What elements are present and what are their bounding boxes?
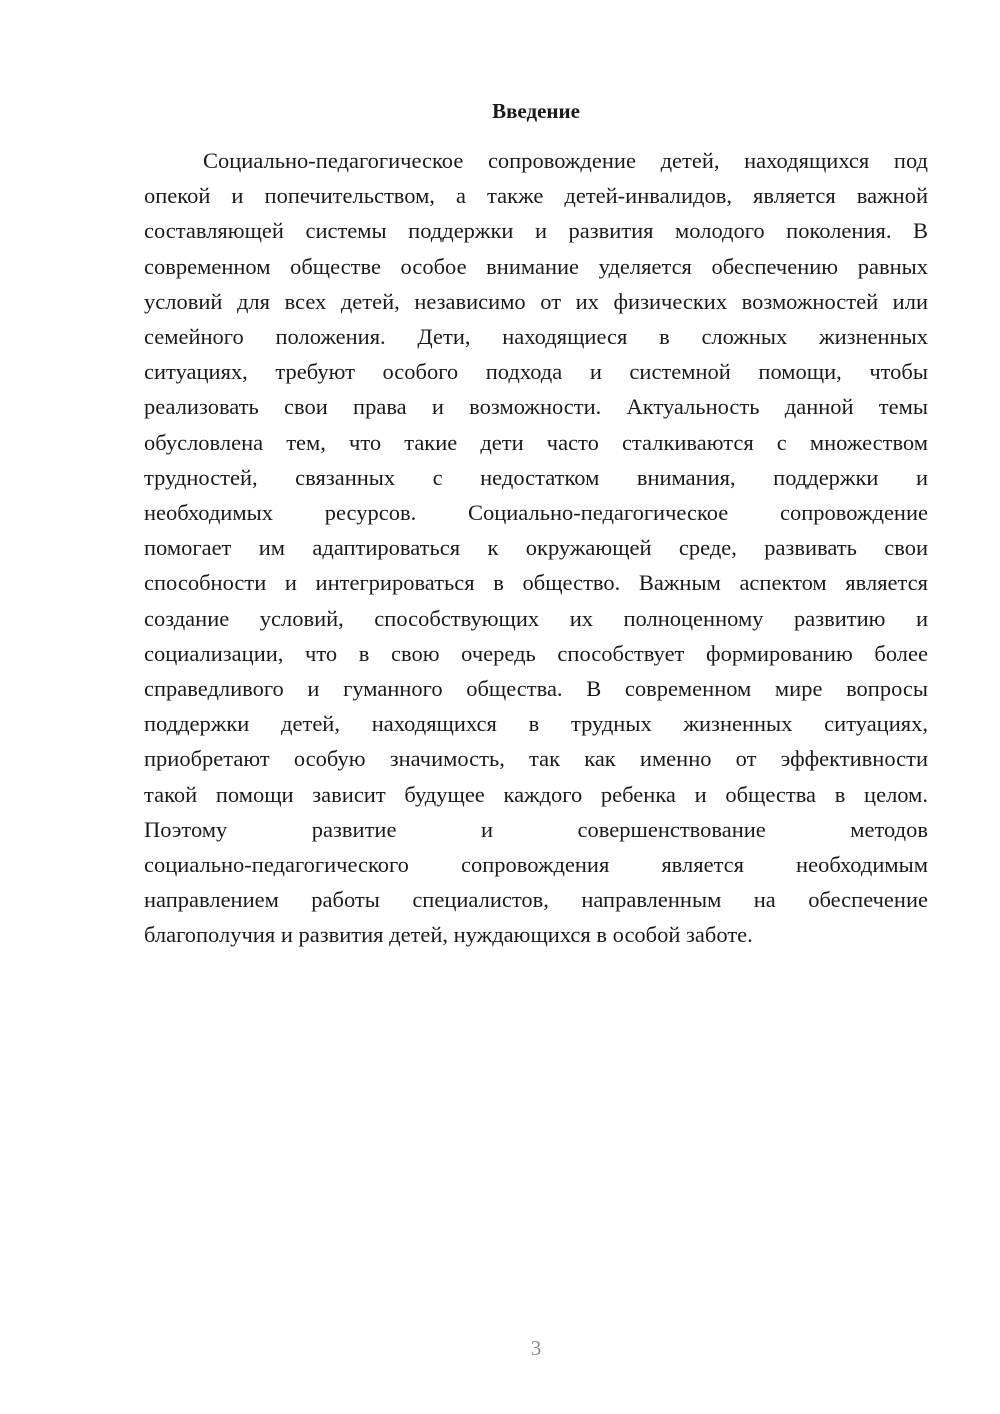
- paragraph-line: Социально-педагогическое сопровождение детей, находящихся под: [203, 148, 928, 173]
- paragraph-line: создание условий, способствующих их полноценному развитию и: [144, 605, 928, 631]
- page-heading: Введение: [492, 99, 580, 123]
- paragraph-line: приобретают особую значимость, так как именно от эффективности: [144, 746, 928, 772]
- introduction-paragraph: [144, 143, 928, 953]
- paragraph-line: справедливого и гуманного общества. В современном мире вопросы: [144, 676, 928, 702]
- paragraph-line: обусловлена тем, что такие дети часто сталкиваются с множеством: [144, 429, 928, 455]
- paragraph-line: семейного положения. Дети, находящиеся в сложных жизненных: [144, 324, 928, 350]
- paragraph-line: реализовать свои права и возможности. Актуальность данной темы: [144, 394, 928, 420]
- paragraph-line: современном обществе особое внимание уделяется обеспечению равных: [144, 253, 928, 279]
- paragraph-line: Поэтому развитие и совершенствование методов: [144, 816, 928, 842]
- paragraph-line: опекой и попечительством, а также детей-инвалидов, является важной: [144, 183, 928, 209]
- paragraph-line: поддержки детей, находящихся в трудных жизненных ситуациях,: [144, 711, 928, 737]
- paragraph-line: ситуациях, требуют особого подхода и системной помощи, чтобы: [144, 359, 928, 385]
- paragraph-line: направлением работы специалистов, направленным на обеспечение: [144, 887, 928, 913]
- paragraph-line: такой помощи зависит будущее каждого ребенка и общества в целом.: [144, 781, 928, 807]
- paragraph-line: способности и интегрироваться в общество. Важным аспектом является: [144, 570, 928, 596]
- paragraph-line: благополучия и развития детей, нуждающихся в особой заботе.: [144, 922, 753, 948]
- paragraph-line: составляющей системы поддержки и развития молодого поколения. В: [144, 218, 928, 244]
- paragraph-line: помогает им адаптироваться к окружающей среде, развивать свои: [144, 535, 928, 561]
- paragraph-line: условий для всех детей, независимо от их физических возможностей или: [144, 288, 928, 314]
- page-number: 3: [530, 1336, 542, 1360]
- paragraph-line: социализации, что в свою очередь способствует формированию более: [144, 640, 928, 666]
- paragraph-line: трудностей, связанных с недостатком внимания, поддержки и: [144, 464, 928, 490]
- paragraph-line: необходимых ресурсов. Социально-педагогическое сопровождение: [144, 500, 928, 526]
- paragraph-line: социально-педагогического сопровождения является необходимым: [144, 852, 928, 878]
